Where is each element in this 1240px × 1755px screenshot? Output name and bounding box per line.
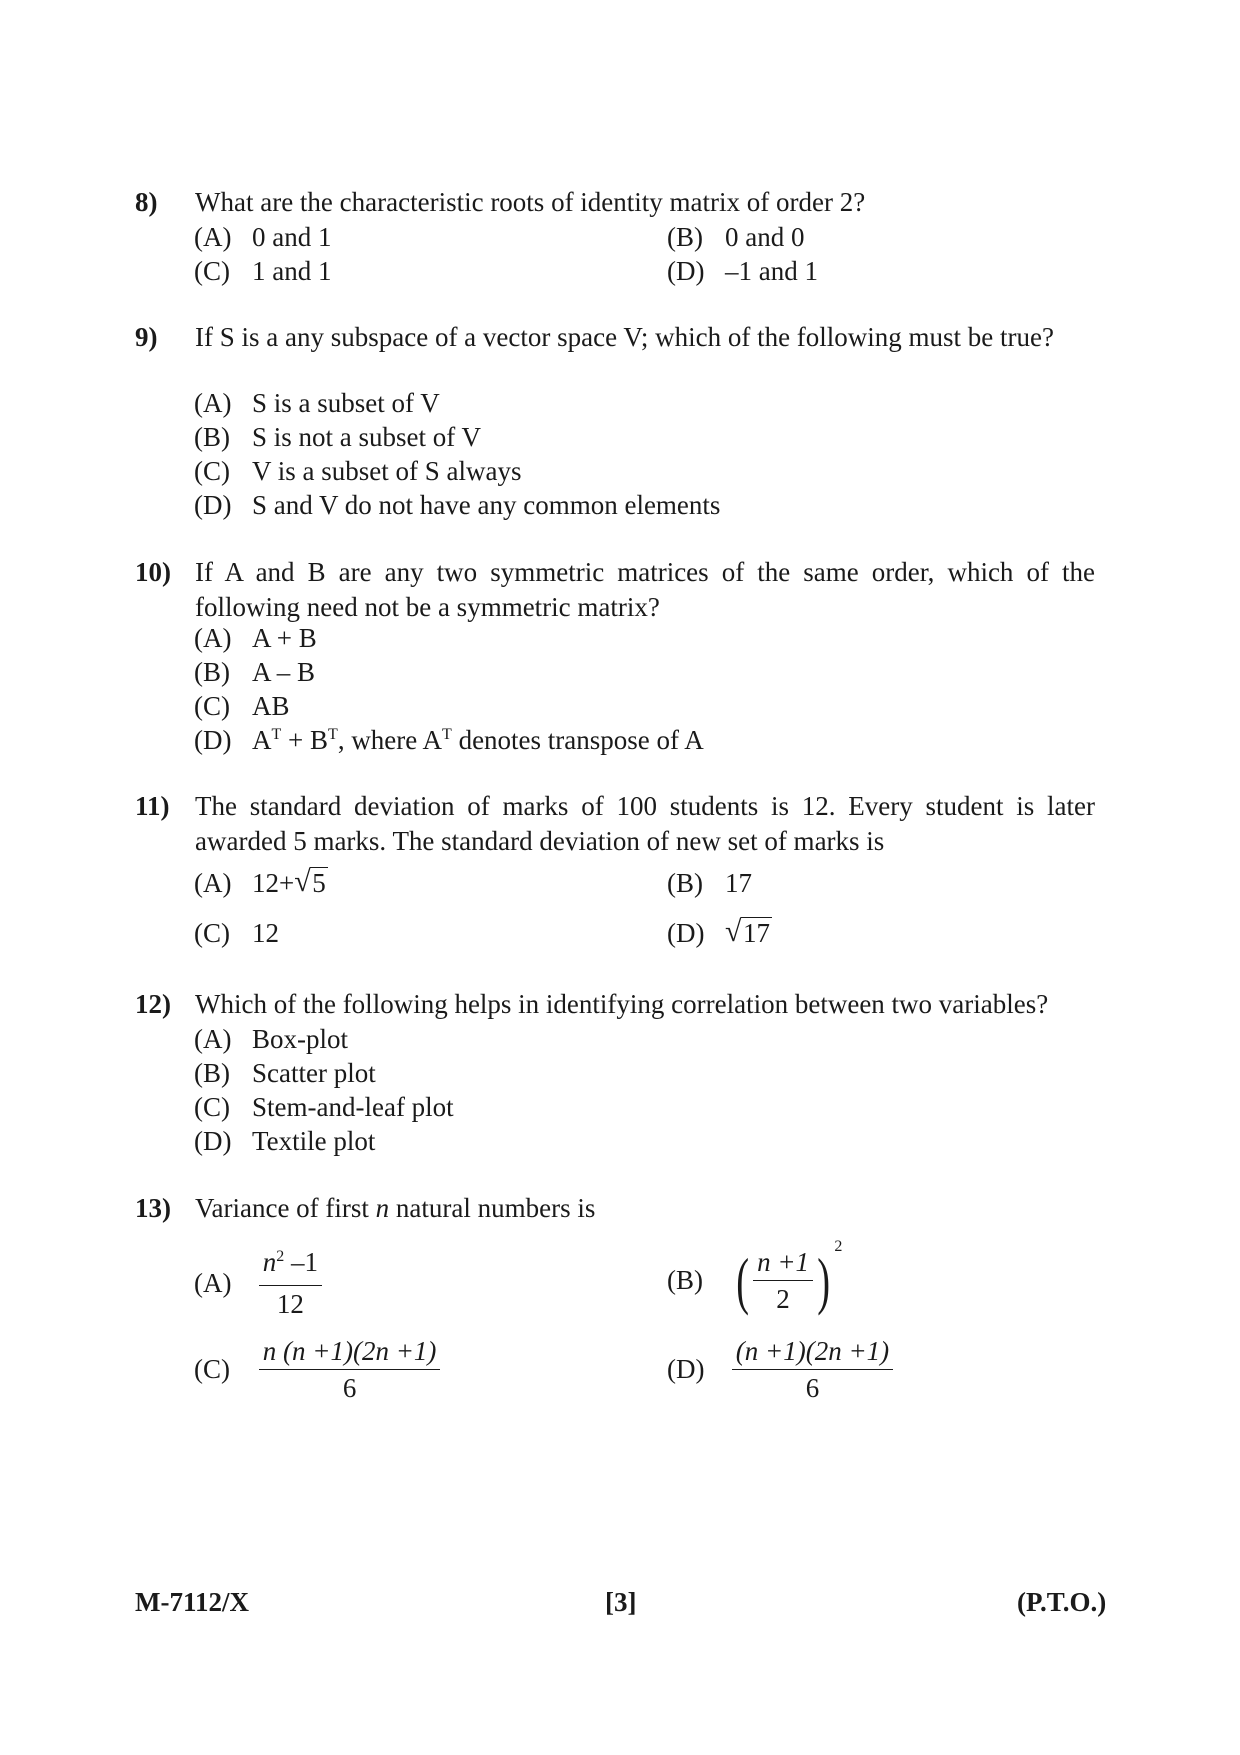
option-a: (A) 0 and 1 <box>194 222 332 252</box>
fraction: $\frac{n +1}{2}$ <box>753 1244 813 1317</box>
option-c: (C) 12 <box>194 918 279 948</box>
option-d: (D) Textile plot <box>194 1126 376 1156</box>
question-text: If S is a any subspace of a vector space V; which of the following must be true? <box>195 322 1055 352</box>
option-b: (B) Scatter plot <box>194 1058 376 1088</box>
option-d: (D) –1 and 1 <box>667 256 818 286</box>
question-9 <box>135 320 1095 355</box>
question-number: 10) <box>135 557 171 587</box>
option-a: (A) S is a subset of V <box>194 388 440 418</box>
question-text: Variance of first n natural numbers is <box>195 1193 596 1223</box>
option-a: (A) A + B <box>194 623 317 653</box>
question-text: What are the characteristic roots of identity matrix of order 2? <box>195 187 866 217</box>
question-13 <box>135 1191 1095 1226</box>
fraction: $\frac{n (n +1)(2n +1)}{6}$ <box>259 1333 441 1406</box>
option-d: (D) S and V do not have any common elements <box>194 490 721 520</box>
question-11 <box>135 789 1095 859</box>
question-number: 9) <box>135 322 158 352</box>
option-b: (B) ( $\frac{n +1}{2}$ ) $^2$ <box>667 1237 843 1316</box>
right-paren: ) <box>817 1244 831 1316</box>
question-text: The standard deviation of marks of 100 students is 12. Every student is later awarded 5 marks. The standard deviation of new set of marks is <box>195 791 1095 856</box>
option-a: (A) 12+ √ 5 <box>194 866 328 901</box>
question-number: 8) <box>135 187 158 217</box>
option-b: (B) A – B <box>194 657 316 687</box>
option-b: (B) 0 and 0 <box>667 222 805 252</box>
question-8 <box>135 185 1095 220</box>
question-text: Which of the following helps in identifying correlation between two variables? <box>195 989 1049 1019</box>
option-a: (A) $\frac{n^2 -1}{12}$ <box>194 1244 322 1322</box>
paper-code: M-7112/X <box>135 1587 249 1617</box>
question-number: 11) <box>135 791 170 821</box>
sqrt-symbol: √ 5 <box>294 865 326 898</box>
please-turn-over: (P.T.O.) <box>1017 1587 1107 1617</box>
option-c: (C) V is a subset of S always <box>194 456 522 486</box>
question-10 <box>135 555 1095 625</box>
question-12 <box>135 987 1095 1022</box>
option-c: (C) AB <box>194 691 290 721</box>
option-c: (C) Stem-and-leaf plot <box>194 1092 454 1122</box>
option-b: (B) S is not a subset of V <box>194 422 482 452</box>
option-d: (D) $A^T + B^T$, where $A^T$ denotes transpose of A <box>194 725 704 755</box>
left-paren: ( <box>736 1244 749 1316</box>
option-b: (B) 17 <box>667 868 752 898</box>
option-c: (C) $\frac{n (n +1)(2n +1)}{6}$ <box>194 1333 440 1406</box>
option-c: (C) 1 and 1 <box>194 256 332 286</box>
fraction: $\frac{(n +1)(2n +1)}{6}$ <box>732 1333 893 1406</box>
option-d: (D) $\frac{(n +1)(2n +1)}{6}$ <box>667 1333 893 1406</box>
option-d: (D) √ 17 <box>667 916 772 951</box>
page-number: [3] <box>605 1587 637 1617</box>
option-a: (A) Box-plot <box>194 1024 349 1054</box>
sqrt-symbol: √ 17 <box>725 915 770 948</box>
question-number: 13) <box>135 1193 171 1223</box>
fraction: $\frac{n^2 -1}{12}$ <box>259 1244 322 1322</box>
question-number: 12) <box>135 989 171 1019</box>
question-text: If A and B are any two symmetric matrices of the same order, which of the following need not be a symmetric matrix? <box>195 557 1095 622</box>
